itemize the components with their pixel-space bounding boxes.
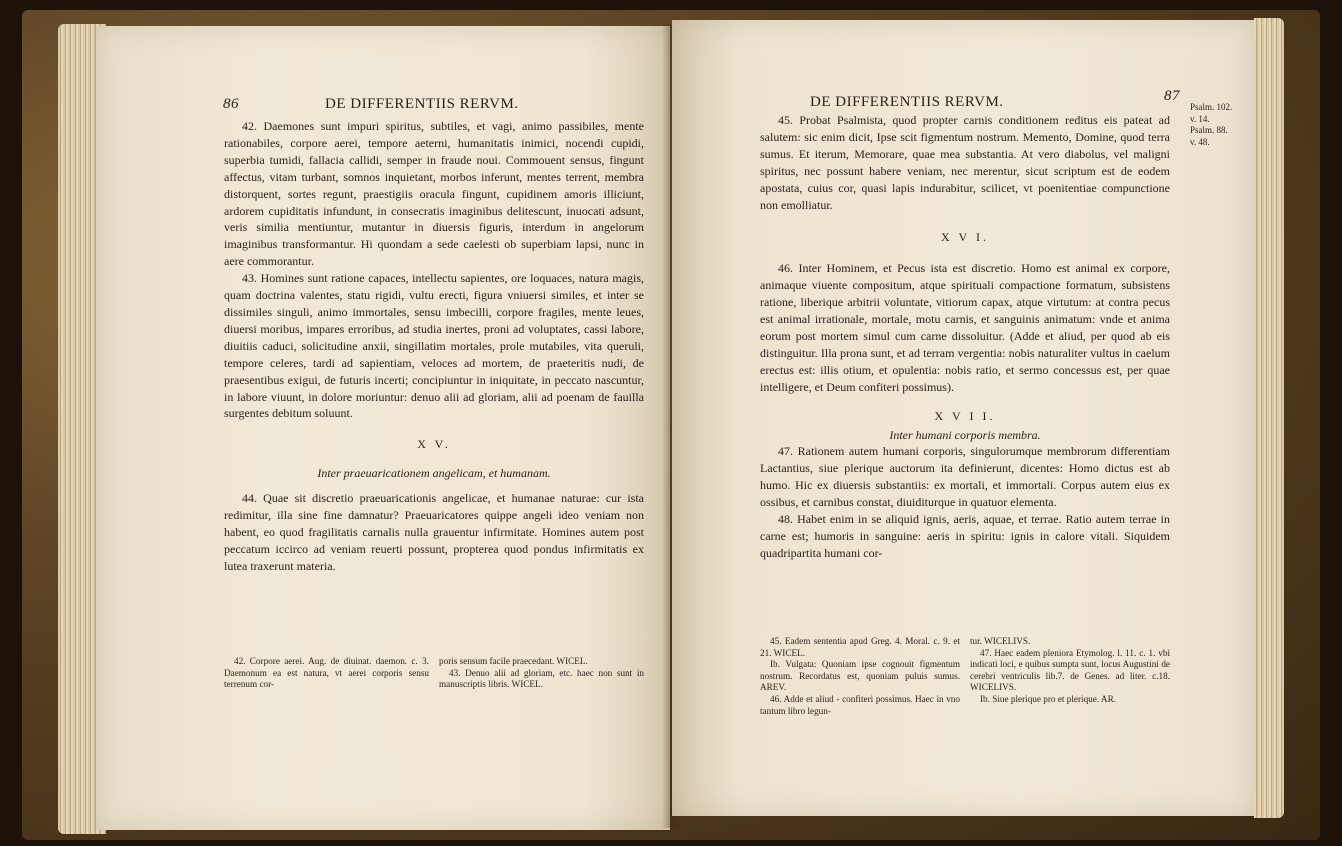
right-running-head: DE DIFFERENTIIS RERVM. [810,94,1004,110]
footnote: tur. WICELIVS. [970,636,1031,646]
section-heading-xv: X V. [417,437,451,452]
paragraph-48: 48. Habet enim in se aliquid ignis, aeris, aquae, et terrae. Ratio autem terrae in carne est; humoris in sanguine: aeris in spiritu: ignis in calore vitali. Siquidem quadripartita humani cor- [760,512,1170,560]
left-page [96,26,670,830]
right-footnotes-col-2 [970,636,1170,717]
footnote: poris sensum facile praecedant. WICEL. [439,656,588,666]
section-subheading-xv: Inter praeuaricationem angelicam, et humanam. [317,466,551,481]
section-subheading-xvii: Inter humani corporis membra. [889,427,1041,442]
left-footnotes [224,656,644,691]
paragraph-43: 43. Homines sunt ratione capaces, intellectu sapientes, ore loquaces, natura magis, quam doctrina valentes, statu rigidi, vultu erecti, figura vniuersi similes, et inter se dissimiles singuli, animo immortales, sensu imbecilli, corpore fragiles, mente leues, diuersi moribus, impares erroribus, ad studia inertes, proni ad voluptates, cassi labore, diuitiis caduci, solicitudine anxii, singillatim mortales, prole mutabiles, vita queruli, tempore celeres, tardi ad sapientiam, veloces ad mortem, de praeteritis nudi, de praesentibus exigui, de futuris incerti; concipiuntur in iniquitate, in peccato nascuntur, in labore viuunt, in dolore moriuntur: denuo alii ad gloriam, alii ad poenam de fauilla surgentes debitum soluunt. [224,271,644,421]
margin-note: Psalm. 88. [1190,125,1228,135]
footnote: Ib. Siue plerique pro et plerique. AR. [980,693,1116,704]
left-footnotes-col-2 [439,656,644,691]
left-page-number: 86 [223,96,239,112]
footnote: 47. Haec eadem pleniora Etymolog. l. 11. c. 1. vbi indicati loci, e quibus sumpta sunt, locus Augustini de cerebri ventriculis lib.7. de Genes. ad liter. c.18. WICELIVS. [970,647,1170,693]
paragraph-42: 42. Daemones sunt impuri spiritus, subtiles, et vagi, animo passibiles, mente rationabiles, corpore aerei, tempore aeterni, humanitatis inimici, nocendi cupidi, superbia tumidi, fallacia callidi, semper in fraude noui. Commouent sensus, fingunt affectus, vitam turbant, somnos inquietant, morbos inferunt, mentes terrent, membra distorquent, sortes regunt, praestigiis oracula fingunt, cupidinem amoris illiciunt, ardorem cupiditatis infundunt, in consecratis imaginibus delitescunt, inuocati adsunt, veris similia mentiuntur, mutantur in diuersis figuris, interdum in angelorum imaginibus transformantur. Hi quondam a sede caelesti ob superbiam lapsi, nunc in aere commorantur. [224,119,644,269]
section-heading-xvii: X V I I. [934,408,996,423]
margin-note: v. 14. [1190,113,1210,124]
paragraph-47: 47. Rationem autem humani corporis, singulorumque membrorum differentiam Lactantius, siue plerique auctorum ita definierunt, dicentes: Homo dictus est ab humo. Hic ex diuersis substantiis: ex mortali, et immortali. Corpus autem eius ex ossibus, et carnibus constat, diuiditurque in quatuor elementa. [760,444,1170,510]
left-footnotes-col-1 [224,656,429,691]
paragraph-45: 45. Probat Psalmista, quod propter carnis conditionem reditus eis pateat ad salutem: sic enim dicit, Ipse scit figmentum nostrum. Memento, Domine, quod terra sumus. Et iterum, Memorare, quae mea substantia. At vero diabolus, vel maligni spiritus, nec possunt habere veniam, nec merentur, sicut scriptum est de eodem apostata, cuius cor, quasi lapis indurabitur, scilicet, vt poenitentiae compunctione non emolliatur. [760,113,1170,212]
section-heading-xvi: X V I. [941,230,989,245]
left-header [223,96,643,116]
right-margin-notes [1190,102,1233,148]
footnote: 43. Denuo alii ad gloriam, etc. haec non sunt in manuscriptis libris. WICEL. [439,667,644,690]
right-footnotes [760,636,1170,717]
right-body [760,112,1170,562]
right-header [772,88,1192,114]
right-footnotes-col-1 [760,636,960,717]
left-running-head: DE DIFFERENTIIS RERVM. [325,96,519,112]
margin-note: Psalm. 102. [1190,102,1233,112]
page-edges-right [1254,18,1284,818]
left-body [224,118,644,575]
footnote: Ib. Vulgata: Quoniam ipse cognouit figmentum nostrum. Recordatus est, quoniam puluis sumus. AREV. [760,659,960,693]
right-page-number: 87 [1164,88,1180,104]
right-page [672,20,1254,816]
footnote: 42. Corpore aerei. Aug. de diuinat. daemon. c. 3. Daemonum ea est natura, vt aerei corporis sensu terrenum cor- [224,656,429,690]
paragraph-46: 46. Inter Hominem, et Pecus ista est discretio. Homo est animal ex corpore, animaque viuente compositum, atque spirituali compactione formatum, subsistens ratione, liberique arbitrii voluntate, vitiorum capax, atque virtutum: at contra pecus est animal irrationale, mortale, motu carnis, et sanguinis animatum: vnde et anima eorum post mortem simul cum carne dissoluitur. (Adde et aliud, per quod ab eis distinguitur. Illa prona sunt, et ad terram vergentia: nobis naturaliter vultus in caelum erectus est: illis otium, et opulentia: nobis ratio, et sermo concessus est, per quae intelligere, et Deum confiteri possimus). [760,261,1170,394]
paragraph-44: 44. Quae sit discretio praeuaricationis angelicae, et humanae naturae: cur ista redimitur, illa sine fine damnatur? Praeuaricatores quippe angeli ideo veniam non habent, eo quod fragilitatis carnalis nulla grauentur infirmitate. Homines autem post peccatum iccirco ad veniam reuerti possunt, propterea quod pondus infirmitatis ex lutea traxerunt materia. [224,491,644,573]
footnote: 45. Eadem sententia apud Greg. 4. Moral. c. 9. et 21. WICEL. [760,636,960,658]
margin-note: v. 48. [1190,136,1210,147]
footnote: 46. Adde et aliud - confiteri possimus. Haec in vno tantum libro legun- [760,693,960,716]
